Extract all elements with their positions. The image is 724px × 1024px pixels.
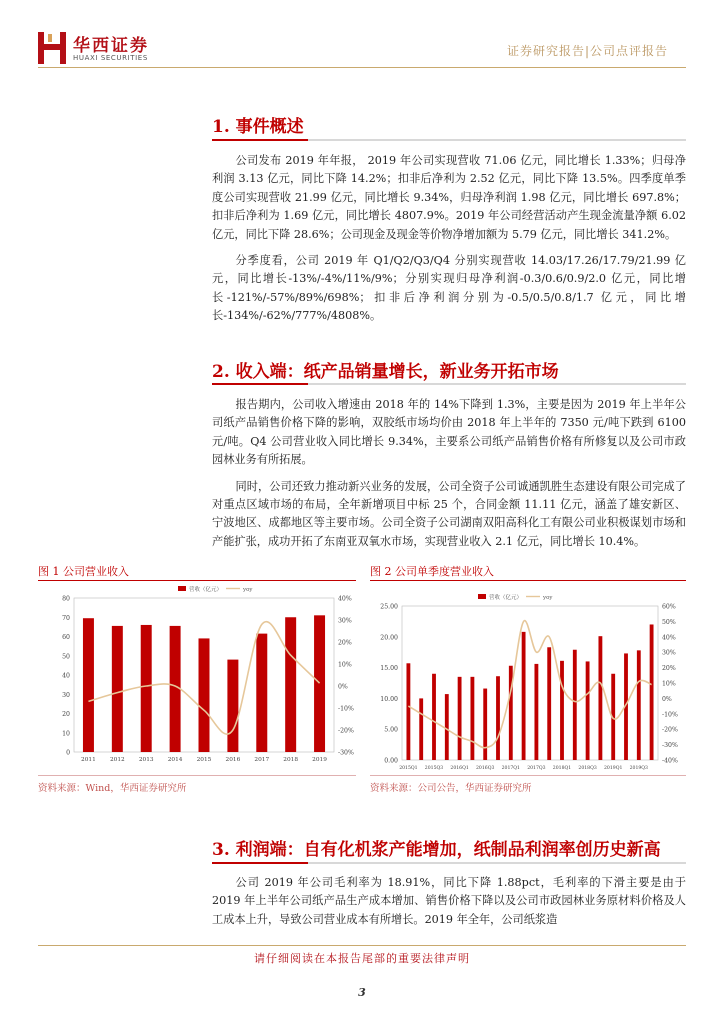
header-divider xyxy=(38,67,686,68)
bar xyxy=(256,634,267,752)
report-type-label: 证券研究报告|公司点评报告 xyxy=(506,44,668,58)
section-2-divider xyxy=(212,383,686,385)
section-3-title: 3. 利润端：自有化机浆产能增加，纸制品利润率创历史新高 xyxy=(212,840,661,860)
y-axis-right-tick-label: -30% xyxy=(338,749,354,757)
x-axis-tick-label: 2018Q3 xyxy=(578,766,597,771)
y-axis-right-tick-label: 20% xyxy=(338,639,352,647)
paragraph: 同时，公司还致力推动新兴业务的发展，公司全资子公司诚通凯胜生态建设有限公司完成了对重点区域市场的布局，全年新增项目中标 25 个，合同金额 11.11 亿元，涵盖了雄安新区、宁波地区、成都地区等主要市场。公司全资子公司湖南双阳高科化工有限公司业积极谋划市场和产能扩张，成功开拓了东南亚双氧水市场，实现营业收入 2.1 亿元，同比增长 10.4%。 xyxy=(212,479,686,548)
footer-divider xyxy=(38,945,686,946)
company-logo-icon xyxy=(38,32,66,64)
x-axis-tick-label: 2019 xyxy=(312,757,327,763)
y-axis-left-tick-label: 30 xyxy=(62,691,70,699)
figure-1-source: 资料来源：Wind，华西证券研究所 xyxy=(38,783,187,794)
y-axis-left-tick-label: 60 xyxy=(62,634,70,641)
section-2-title: 2. 收入端：纸产品销量增长，新业务开拓市场 xyxy=(212,362,559,382)
y-axis-left-tick-label: 20 xyxy=(62,711,70,718)
x-axis-tick-label: 2013 xyxy=(138,757,154,763)
legend-label-line: yoy xyxy=(243,587,253,593)
x-axis-tick-label: 2018Q1 xyxy=(552,766,572,771)
y-axis-left-tick-label: 70 xyxy=(62,614,70,622)
brand-name: 华西证券 xyxy=(73,36,149,56)
bar xyxy=(112,626,123,752)
revenue-quarterly-chart xyxy=(370,584,686,774)
section-1-divider xyxy=(212,139,686,141)
section-2-body xyxy=(212,396,686,551)
section-1-title: 1. 事件概述 xyxy=(212,117,304,137)
y-axis-right-tick-label: 40% xyxy=(662,634,676,642)
y-axis-right-tick-label: 10% xyxy=(338,661,352,669)
figure-1-title: 图 1 公司营业收入 xyxy=(38,565,129,578)
bar xyxy=(314,615,325,752)
x-axis-tick-label: 2014 xyxy=(167,757,183,763)
y-axis-left-tick-label: 50 xyxy=(62,653,70,661)
paragraph: 公司发布 2019 年年报， 2019 年公司实现营收 71.06 亿元，同比增长 1.33%；归母净利润 3.13 亿元，同比下降 14.2%；扣非后净利为 2.52 亿元，同比下降 13.5%。四季度单季度公司实现营收 21.99 亿元，同比增长 9.34%，归母净利润 1.98 亿元，同比增长 697.8%；扣非后净利为 1.69 亿元，同比增长 4807.9%。2019 年公司经营活动产生现金流量净额 6.02 亿元，同比下降 28.6%；公司现金及现金等价物净增加额为 5.79 亿元，同比增长 341.2%。 xyxy=(212,154,686,241)
figure-2-bottom-rule xyxy=(370,775,686,776)
y-axis-right-tick-label: 30% xyxy=(338,617,352,625)
x-axis-tick-label: 2015Q3 xyxy=(424,766,444,771)
bar xyxy=(560,661,564,760)
plot-frame xyxy=(402,606,658,760)
y-axis-right-tick-label: -10% xyxy=(662,711,678,719)
x-axis-tick-label: 2017Q3 xyxy=(527,766,546,771)
bar xyxy=(547,647,551,760)
bar xyxy=(483,689,487,760)
figure-1-chart xyxy=(38,584,356,774)
y-axis-left-tick-label: 5.00 xyxy=(384,726,398,734)
y-axis-right-tick-label: 0% xyxy=(338,683,348,691)
section-3-body xyxy=(212,874,686,929)
brand-name-english: HUAXI SECURITIES xyxy=(73,54,148,62)
figure-1-title-rule xyxy=(38,580,356,581)
page-number: 3 xyxy=(358,986,366,999)
bar xyxy=(419,698,423,760)
legend-label-line: yoy xyxy=(543,595,553,601)
paragraph: 分季度看，公司 2019 年 Q1/Q2/Q3/Q4 分别实现营收 14.03/17.26/17.79/21.99 亿元，同比增长-13%/-4%/11%/9%；分别实现归母净利润-0.3/0.6/0.9/2.0 亿元，同比增长-121%/-57%/89%/698%；扣非后净利润分别为-0.5/0.5/0.8/1.7 亿元，同比增长-134%/-62%/777%/4808%。 xyxy=(212,254,686,323)
y-axis-right-tick-label: 20% xyxy=(662,665,676,673)
bar xyxy=(522,632,526,760)
bar xyxy=(285,617,296,752)
bar xyxy=(586,661,590,760)
x-axis-tick-label: 2012 xyxy=(109,757,125,763)
x-axis-tick-label: 2017Q1 xyxy=(501,766,520,771)
y-axis-left-tick-label: 15.00 xyxy=(380,665,398,673)
bar xyxy=(141,625,152,752)
y-axis-right-tick-label: -30% xyxy=(662,742,678,750)
bar xyxy=(598,636,602,760)
legend-swatch-bar xyxy=(478,594,486,599)
y-axis-right-tick-label: 30% xyxy=(662,649,676,657)
section-3-divider xyxy=(212,862,686,864)
x-axis-tick-label: 2018 xyxy=(283,757,299,763)
legal-notice: 请仔细阅读在本报告尾部的重要法律声明 xyxy=(254,952,470,965)
bar xyxy=(573,650,577,760)
x-axis-tick-label: 2015Q1 xyxy=(399,766,418,771)
bar xyxy=(650,624,654,760)
figure-1-bottom-rule xyxy=(38,775,356,776)
bar xyxy=(227,660,238,752)
legend-swatch-bar xyxy=(178,586,186,591)
legend-label-bar: 营收（亿元） xyxy=(489,595,523,601)
legend-label-bar: 营收（亿元） xyxy=(189,587,223,593)
bar xyxy=(458,677,462,760)
y-axis-right-tick-label: -40% xyxy=(662,757,678,765)
x-axis-tick-label: 2016 xyxy=(225,757,241,763)
figure-2-chart xyxy=(370,584,686,774)
bar xyxy=(534,664,538,760)
figure-2-title: 图 2 公司单季度营业收入 xyxy=(370,565,494,578)
x-axis-tick-label: 2015 xyxy=(196,757,212,763)
x-axis-tick-label: 2019Q1 xyxy=(604,766,623,771)
y-axis-left-tick-label: 25.00 xyxy=(380,603,398,611)
x-axis-tick-label: 2016Q3 xyxy=(476,766,495,771)
y-axis-left-tick-label: 0 xyxy=(66,749,70,757)
section-1-body xyxy=(212,152,686,326)
revenue-annual-chart xyxy=(38,584,356,774)
bar xyxy=(496,676,500,760)
paragraph: 公司 2019 年公司毛利率为 18.91%，同比下降 1.88pct，毛利率的下滑主要是由于 2019 年上半年公司纸产品生产成本增加、销售价格下降以及公司市政园林业务原材料价格及人工成本上升，导致公司营业成本有所增长。2019 年全年，公司纸浆造 xyxy=(212,876,686,926)
x-axis-tick-label: 2019Q3 xyxy=(629,766,648,771)
y-axis-right-tick-label: 40% xyxy=(338,595,352,603)
y-axis-right-tick-label: 60% xyxy=(662,603,676,611)
x-axis-tick-label: 2017 xyxy=(254,757,270,763)
y-axis-right-tick-label: -20% xyxy=(338,727,354,735)
y-axis-left-tick-label: 10 xyxy=(62,730,70,738)
y-axis-left-tick-label: 10.00 xyxy=(380,695,398,703)
bar xyxy=(470,677,474,760)
x-axis-tick-label: 2011 xyxy=(81,757,96,763)
bar xyxy=(83,618,94,752)
y-axis-left-tick-label: 80 xyxy=(62,595,70,603)
y-axis-left-tick-label: 20.00 xyxy=(380,634,398,642)
bar xyxy=(445,694,449,760)
y-axis-right-tick-label: 0% xyxy=(662,695,672,703)
y-axis-left-tick-label: 0.00 xyxy=(384,757,398,765)
bar xyxy=(406,663,410,760)
y-axis-right-tick-label: 50% xyxy=(662,618,676,626)
y-axis-left-tick-label: 40 xyxy=(62,672,70,680)
y-axis-right-tick-label: -20% xyxy=(662,726,678,734)
figure-2-title-rule xyxy=(370,580,686,581)
bar xyxy=(432,674,436,760)
paragraph: 报告期内，公司收入增速由 2018 年的 14%下降到 1.3%，主要是因为 2019 年上半年公司纸产品销售价格下降的影响，双胶纸市场均价由 2018 年上半年的 7350 元/吨下跌到 6100 元/吨。Q4 公司营业收入同比增长 9.34%，主要系公司纸产品销售价格有所修复以及公司市政园林业务有所拓展。 xyxy=(212,398,686,467)
figure-2-source: 资料来源：公司公告，华西证券研究所 xyxy=(370,783,532,794)
y-axis-right-tick-label: 10% xyxy=(662,680,676,688)
x-axis-tick-label: 2016Q1 xyxy=(450,766,469,771)
bar xyxy=(637,650,641,760)
bar xyxy=(199,638,210,752)
y-axis-right-tick-label: -10% xyxy=(338,705,354,713)
